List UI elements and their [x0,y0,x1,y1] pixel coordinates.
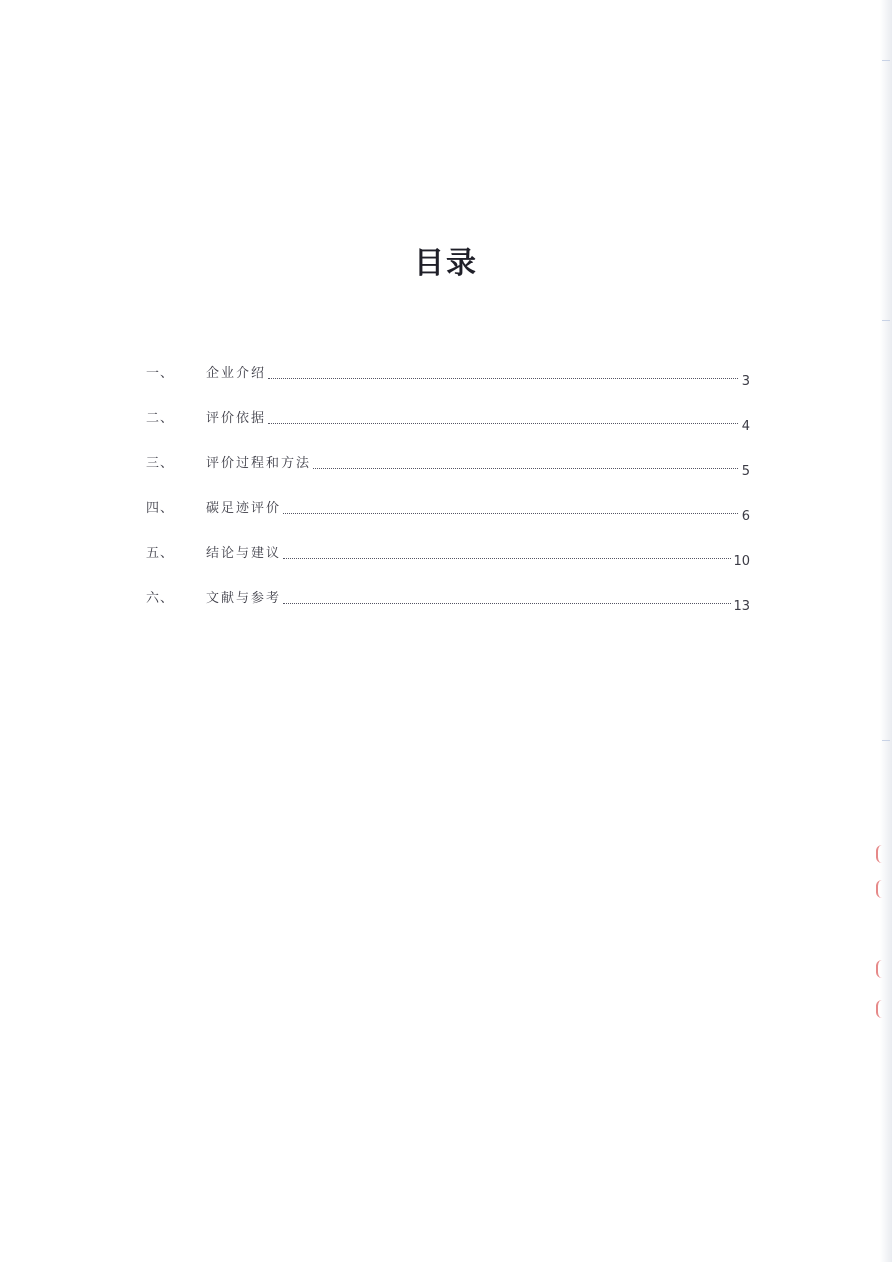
toc-entry-page: 6 [741,509,750,524]
toc-entry-number: 一、 [146,366,175,381]
toc-entry[interactable] [146,575,750,620]
toc-entry-page: 10 [733,554,750,569]
toc-entry-number: 四、 [146,501,175,516]
scan-tick [882,320,890,321]
toc-entry-label: 企业介绍 [206,366,267,381]
toc-entry-label: 碳足迹评价 [206,501,282,516]
scan-tick [882,740,890,741]
toc-entry[interactable] [146,485,750,530]
toc-entry-number: 六、 [146,591,175,606]
toc-entry[interactable] [146,440,750,485]
toc-entry-number: 二、 [146,411,175,426]
page-title: 目录 [414,246,478,281]
toc-entry-label: 结论与建议 [206,546,282,561]
toc-dot-leader [268,377,738,379]
toc-dot-leader [283,602,731,604]
table-of-contents [146,350,750,620]
toc-entry[interactable] [146,530,750,575]
toc-entry-label: 评价过程和方法 [206,456,312,471]
toc-entry-number: 五、 [146,546,175,561]
toc-entry-label: 评价依据 [206,411,267,426]
scan-edge [880,0,892,1262]
toc-entry-label: 文献与参考 [206,591,282,606]
seal-fragment [876,1000,888,1018]
toc-dot-leader [268,422,738,424]
scan-tick [882,60,890,61]
toc-dot-leader [313,467,738,469]
toc-entry-page: 13 [733,599,750,614]
toc-entry[interactable] [146,350,750,395]
seal-fragment [876,880,888,898]
toc-entry-page: 3 [741,374,750,389]
toc-entry-page: 4 [741,419,750,434]
toc-dot-leader [283,512,738,514]
seal-fragment [876,845,888,863]
toc-entry-number: 三、 [146,456,175,471]
toc-dot-leader [283,557,731,559]
toc-entry[interactable] [146,395,750,440]
seal-fragment [876,960,888,978]
toc-entry-page: 5 [741,464,750,479]
